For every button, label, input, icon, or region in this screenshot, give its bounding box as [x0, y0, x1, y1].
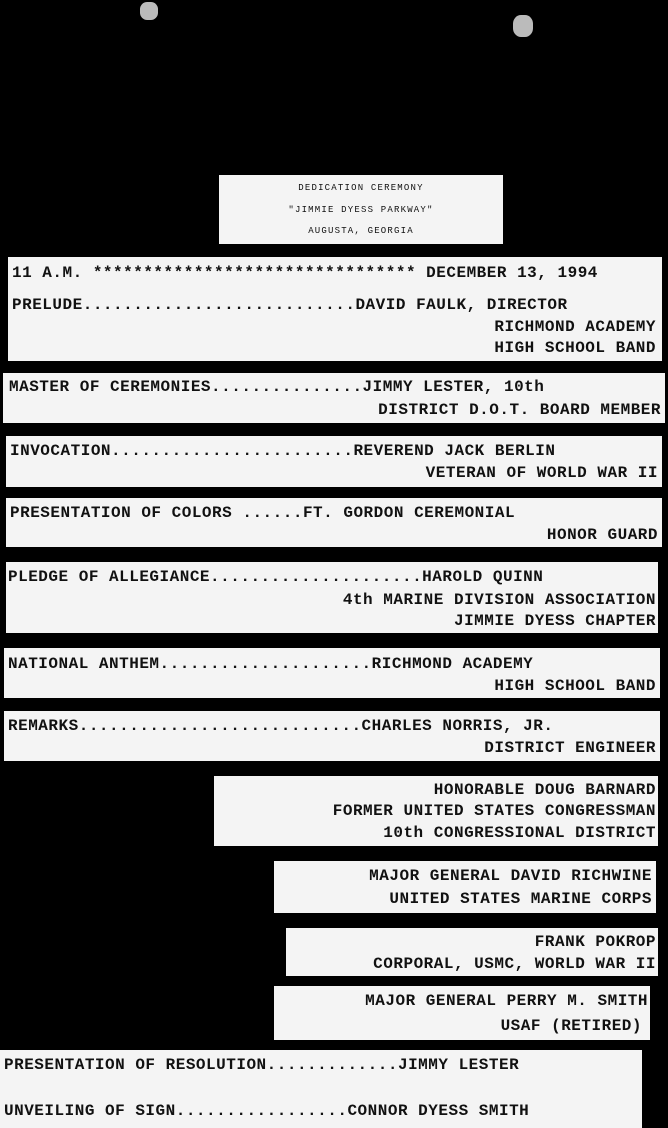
anthem-line: NATIONAL ANTHEM.....................RICHMOND ACADEMY — [8, 655, 534, 673]
title-line-2: "JIMMIE DYESS PARKWAY" — [288, 205, 434, 215]
smith-role: USAF (RETIRED) — [500, 1017, 642, 1035]
speck-left — [140, 2, 158, 20]
barnard-name: HONORABLE DOUG BARNARD — [433, 781, 656, 799]
colors-title: HONOR GUARD — [546, 526, 658, 544]
time-prelude-box — [8, 257, 662, 361]
remarks-title: DISTRICT ENGINEER — [484, 739, 656, 757]
pledge-chapter: JIMMIE DYESS CHAPTER — [453, 612, 656, 630]
richwine-role: UNITED STATES MARINE CORPS — [389, 890, 652, 908]
remarks-line: REMARKS............................CHARLES NORRIS, JR. — [8, 717, 554, 735]
barnard-role: FORMER UNITED STATES CONGRESSMAN — [332, 802, 656, 820]
invocation-box — [6, 436, 662, 487]
master-box — [3, 373, 665, 423]
pokrop-box — [286, 928, 658, 976]
unveiling-line: UNVEILING OF SIGN.................CONNOR DYESS SMITH — [4, 1102, 530, 1120]
pokrop-name: FRANK POKROP — [534, 933, 656, 951]
anthem-box — [4, 648, 660, 698]
master-line: MASTER OF CEREMONIES...............JIMMY LESTER, 10th — [9, 378, 545, 396]
speck-right — [513, 15, 533, 37]
resolution-line: PRESENTATION OF RESOLUTION.............JIMMY LESTER — [4, 1056, 520, 1074]
invocation-line: INVOCATION........................REVEREND JACK BERLIN — [10, 442, 556, 460]
prelude-line: PRELUDE...........................DAVID FAULK, DIRECTOR — [12, 296, 568, 314]
colors-line: PRESENTATION OF COLORS ......FT. GORDON CEREMONIAL — [10, 504, 516, 522]
time-line: 11 A.M. ******************************** DECEMBER 13, 1994 — [12, 264, 598, 282]
barnard-district: 10th CONGRESSIONAL DISTRICT — [383, 824, 656, 842]
pledge-box — [6, 562, 658, 633]
pledge-org: 4th MARINE DIVISION ASSOCIATION — [342, 591, 656, 609]
anthem-band: HIGH SCHOOL BAND — [494, 677, 656, 695]
master-title: DISTRICT D.O.T. BOARD MEMBER — [378, 401, 661, 419]
title-line-1: DEDICATION CEREMONY — [298, 183, 424, 193]
title-box — [219, 175, 503, 244]
pokrop-role: CORPORAL, USMC, WORLD WAR II — [373, 955, 656, 973]
smith-name: MAJOR GENERAL PERRY M. SMITH — [365, 992, 648, 1010]
richwine-box — [274, 861, 656, 913]
pledge-line: PLEDGE OF ALLEGIANCE.....................HAROLD QUINN — [8, 568, 544, 586]
closing-box — [0, 1050, 642, 1128]
richwine-name: MAJOR GENERAL DAVID RICHWINE — [369, 867, 652, 885]
barnard-box — [214, 776, 658, 846]
colors-box — [6, 498, 662, 547]
smith-box — [274, 986, 650, 1040]
prelude-band: HIGH SCHOOL BAND — [494, 339, 656, 357]
remarks-box — [4, 711, 660, 761]
prelude-org: RICHMOND ACADEMY — [494, 318, 656, 336]
title-line-3: AUGUSTA, GEORGIA — [308, 226, 414, 236]
invocation-title: VETERAN OF WORLD WAR II — [425, 464, 658, 482]
